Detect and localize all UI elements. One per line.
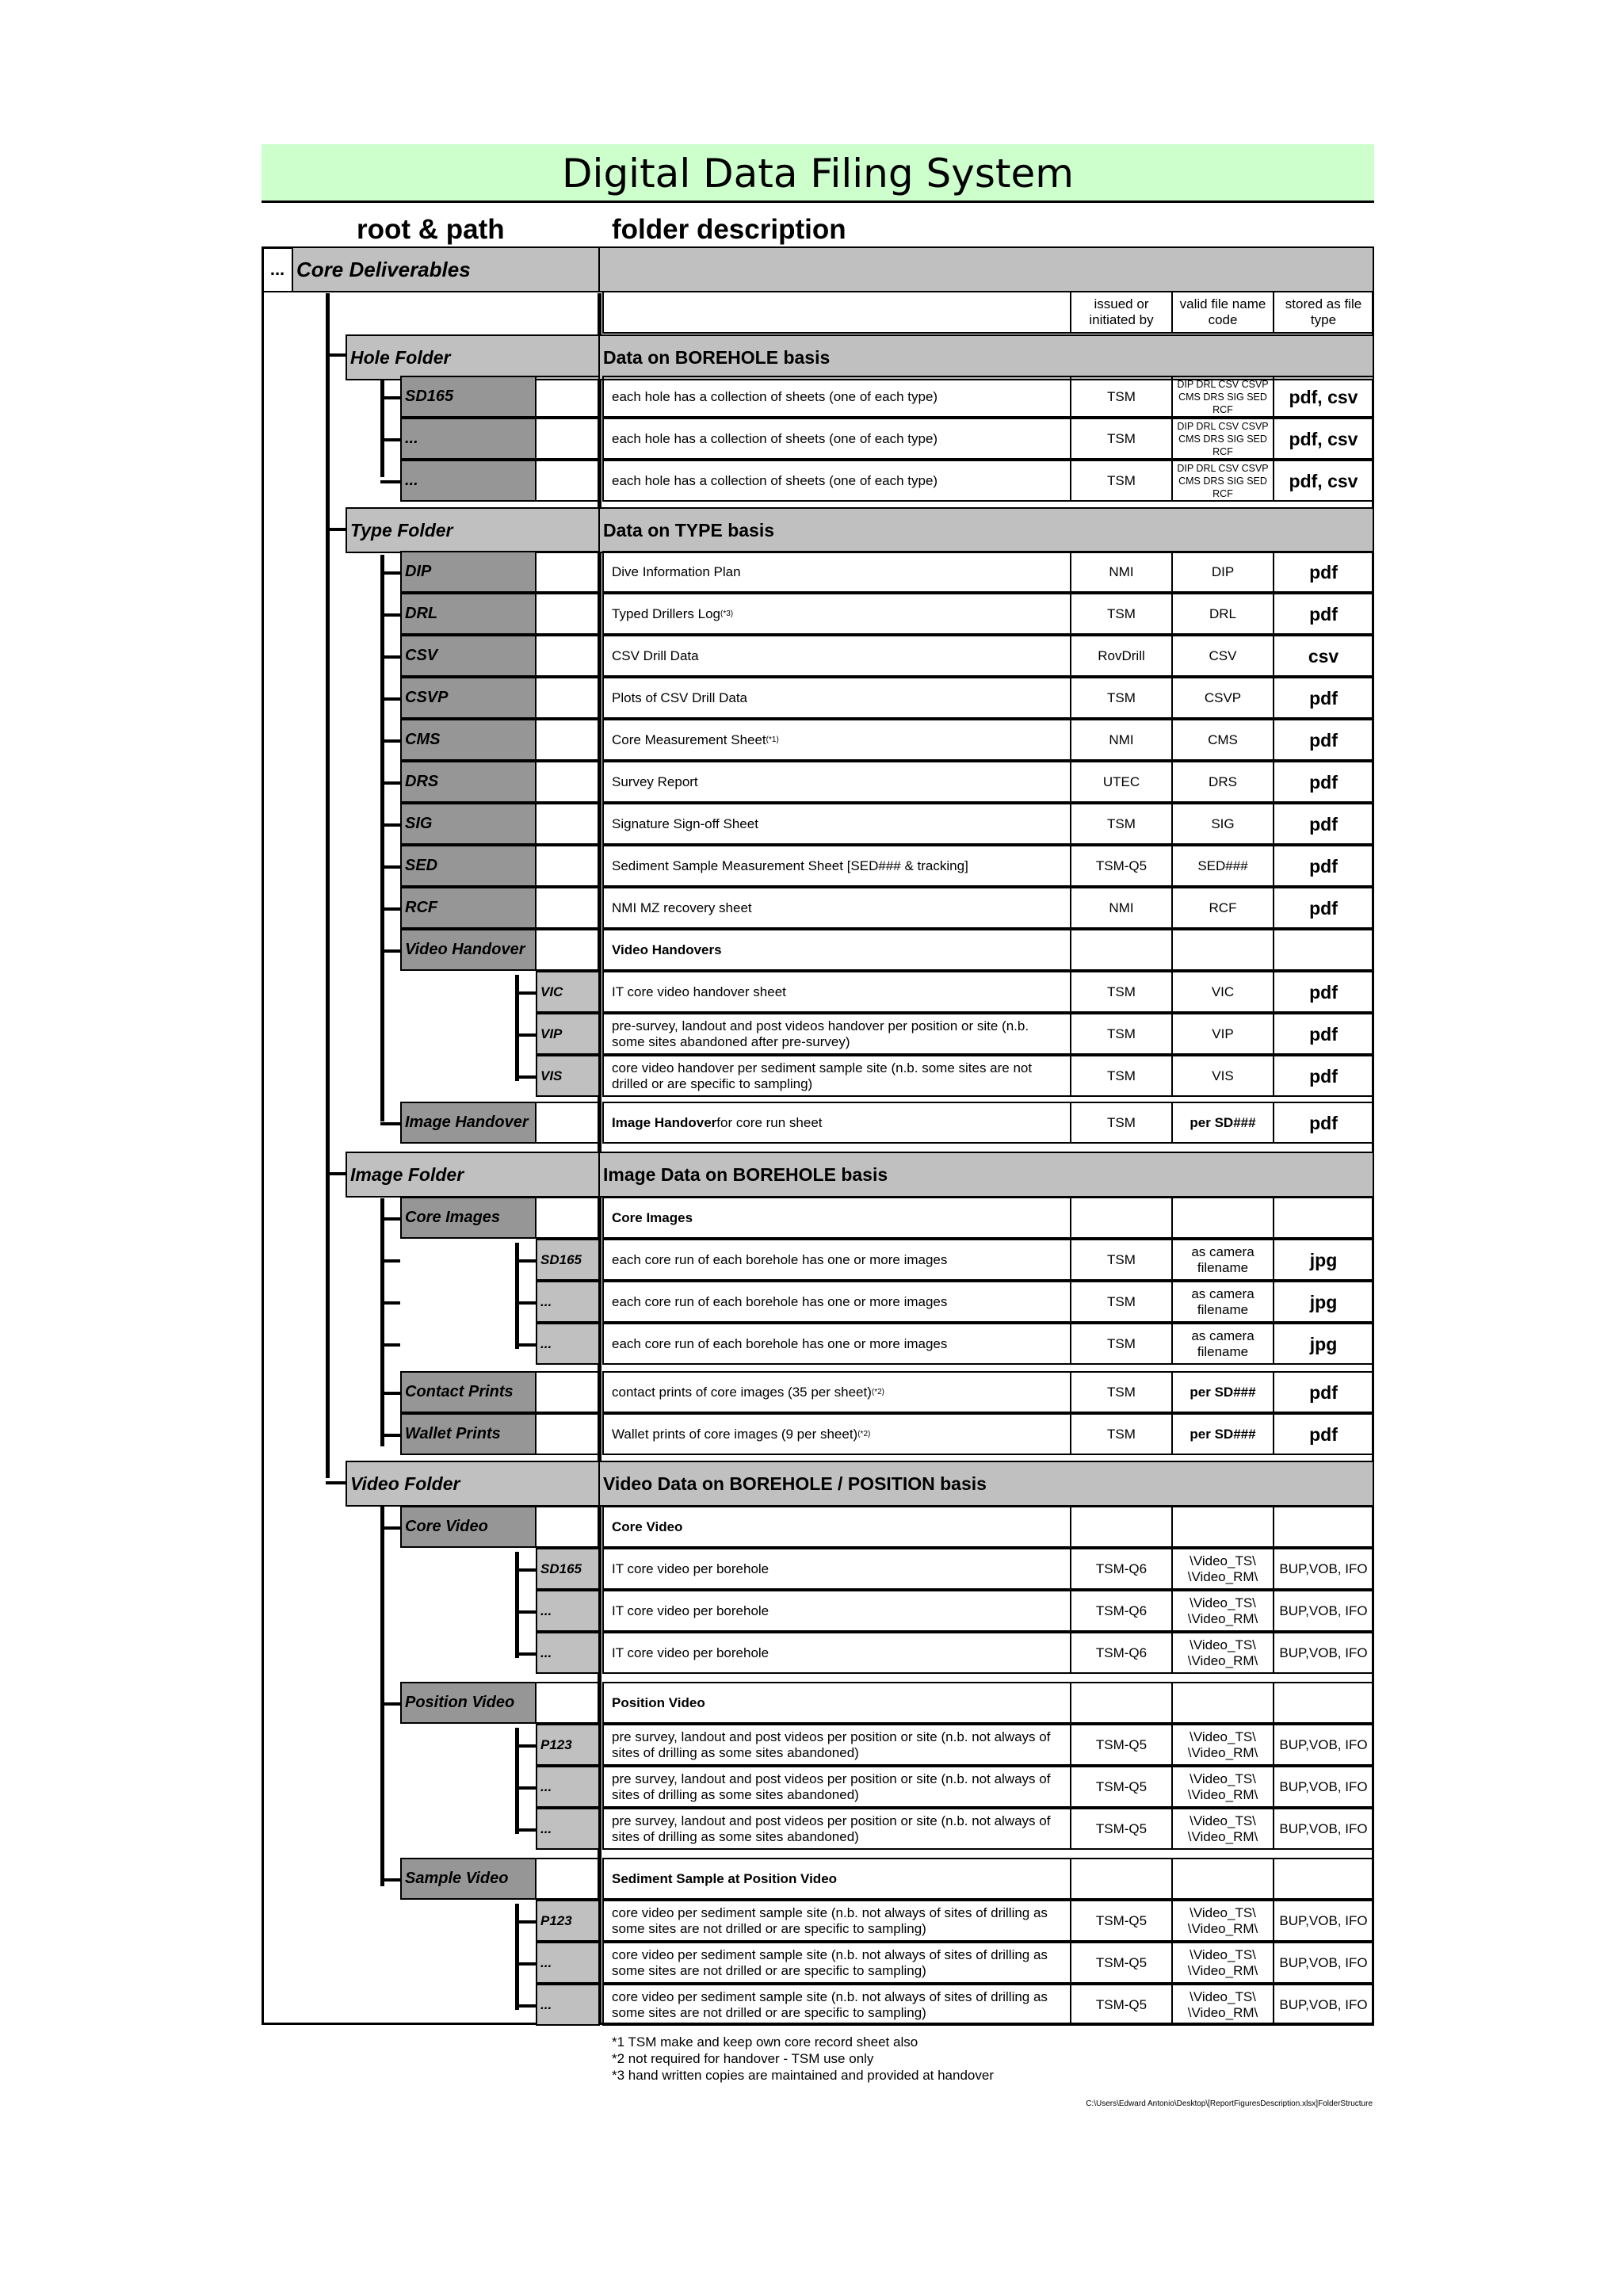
wallet-prints-code: per SD### <box>1171 1413 1274 1455</box>
tree-line-horizontal <box>380 1392 400 1395</box>
folder-description-header: folder description <box>612 214 846 245</box>
position-video-0[interactable]: P123 <box>536 1724 600 1766</box>
type-row-cms-type: pdf <box>1273 719 1374 761</box>
type-subfolder-sig-blank <box>535 803 600 845</box>
core-video-type-empty <box>1273 1506 1374 1548</box>
core-video-row-1-issued: TSM-Q6 <box>1070 1590 1173 1632</box>
sample-video-row-1-description: core video per sediment sample site (n.b. not always of sites of drilling as some sites are not drilled or are specific to sampling) <box>602 1942 1071 1984</box>
hole-description: Data on BOREHOLE basis <box>598 334 1374 380</box>
tree-line-vertical <box>380 555 384 1121</box>
core-images-row-2-issued: TSM <box>1070 1323 1173 1365</box>
type-subfolder-video-handover[interactable]: Video Handover <box>400 929 537 971</box>
core-video-row-0-type: BUP,VOB, IFO <box>1273 1548 1374 1590</box>
video-handover-vis-issued: TSM <box>1070 1055 1173 1097</box>
sample-video-row-0-code: \Video_TS\ \Video_RM\ <box>1171 1900 1274 1942</box>
type-subfolder-sig[interactable]: SIG <box>400 803 537 845</box>
page-title: Digital Data Filing System <box>562 151 1074 197</box>
source-file-path: C:\Users\Edward Antonio\Desktop\[ReportFiguresDescription.xlsx]FolderStructure <box>1086 2099 1373 2108</box>
tree-trunk <box>326 293 330 1478</box>
video-handover-vic-code: VIC <box>1171 971 1274 1013</box>
type-row-csv-type: csv <box>1273 635 1374 677</box>
type-row-csvp-code: CSVP <box>1171 677 1274 719</box>
tree-tick <box>380 1259 400 1263</box>
video-handover-vis-type: pdf <box>1273 1055 1374 1097</box>
type-row-dip-type: pdf <box>1273 551 1374 593</box>
root-path-header: root & path <box>357 214 505 245</box>
video-handover-vis-code: VIS <box>1171 1055 1274 1097</box>
type-row-drl-issued: TSM <box>1070 593 1173 635</box>
tree-line-horizontal <box>515 1301 536 1305</box>
wallet-prints-issued: TSM <box>1070 1413 1173 1455</box>
core-video-code-empty <box>1171 1506 1274 1548</box>
type-subfolder-sed[interactable]: SED <box>400 845 537 887</box>
position-video-row-0-issued: TSM-Q5 <box>1070 1724 1173 1766</box>
core-video-row-0-issued: TSM-Q6 <box>1070 1548 1173 1590</box>
tree-line-horizontal <box>515 1075 536 1079</box>
root-ellipsis: ... <box>262 246 293 292</box>
footnote-3: *3 hand written copies are maintained and provided at handover <box>612 2068 994 2083</box>
video-handover-code-empty <box>1171 929 1274 971</box>
type-row-drs-type: pdf <box>1273 761 1374 803</box>
type-subfolder-sed-blank <box>535 845 600 887</box>
tree-line-horizontal <box>380 949 400 953</box>
video-handover-vis[interactable]: VIS <box>536 1055 600 1097</box>
sample-video-1[interactable]: ... <box>536 1942 600 1984</box>
tree-line-vertical <box>380 1198 384 1446</box>
core-video-row-2-description: IT core video per borehole <box>602 1632 1071 1674</box>
position-video-type-empty <box>1273 1682 1374 1724</box>
column-header-stored-as: stored as file type <box>1273 291 1374 334</box>
sample-video-row-1-code: \Video_TS\ \Video_RM\ <box>1171 1942 1274 1984</box>
image-handover-code: per SD### <box>1171 1102 1274 1144</box>
tree-line-horizontal <box>380 1122 400 1125</box>
type-row-drs-code: DRS <box>1171 761 1274 803</box>
image-subfolder-core-images[interactable]: Core Images <box>400 1197 537 1239</box>
type-row-rcf-description: NMI MZ recovery sheet <box>602 887 1071 929</box>
core-video-0[interactable]: SD165 <box>536 1548 600 1590</box>
type-row-drs-description: Survey Report <box>602 761 1071 803</box>
position-video-issued-empty <box>1070 1682 1173 1724</box>
tree-line-horizontal <box>515 1828 536 1832</box>
tree-line-horizontal <box>380 781 400 785</box>
type-row-drl-code: DRL <box>1171 593 1274 635</box>
folder-image[interactable]: Image Folder <box>346 1152 600 1198</box>
type-subfolder-drl-blank <box>535 593 600 635</box>
type-row-drl-description: Typed Drillers Log (*3) <box>602 593 1071 635</box>
type-subfolder-csv[interactable]: CSV <box>400 635 537 677</box>
type-row-csv-issued: RovDrill <box>1070 635 1173 677</box>
type-subfolder-csvp[interactable]: CSVP <box>400 677 537 719</box>
image-subfolder-contact-prints-blank <box>535 1371 600 1413</box>
type-row-sig-code: SIG <box>1171 803 1274 845</box>
video-description: Video Data on BOREHOLE / POSITION basis <box>598 1461 1374 1507</box>
tree-line-horizontal <box>380 655 400 659</box>
type-row-drl-type: pdf <box>1273 593 1374 635</box>
core-images-row-1-code: as camera filename <box>1171 1281 1274 1323</box>
folder-hole[interactable]: Hole Folder <box>346 334 600 380</box>
tree-line-horizontal <box>515 1033 536 1037</box>
core-video-1[interactable]: ... <box>536 1590 600 1632</box>
sample-video-2[interactable]: ... <box>536 1984 600 2026</box>
tree-line-horizontal <box>380 1702 400 1706</box>
tree-line-horizontal <box>380 1434 400 1437</box>
video-handover-vip[interactable]: VIP <box>536 1013 600 1055</box>
hole-row-2-code: DIP DRL CSV CSVP CMS DRS SIG SED RCF <box>1171 460 1274 502</box>
video-handover-vip-type: pdf <box>1273 1013 1374 1055</box>
sample-video-row-2-issued: TSM-Q5 <box>1070 1984 1173 2026</box>
video-subfolder-sample-video[interactable]: Sample Video <box>400 1858 537 1900</box>
core-images-row-1-description: each core run of each borehole has one or more images <box>602 1281 1071 1323</box>
tree-line-horizontal <box>380 396 400 399</box>
type-row-sig-type: pdf <box>1273 803 1374 845</box>
contact-prints-description: contact prints of core images (35 per sheet) (*2) <box>602 1371 1071 1413</box>
position-video-row-1-type: BUP,VOB, IFO <box>1273 1766 1374 1808</box>
sample-video-row-0-description: core video per sediment sample site (n.b. not always of sites of drilling as some sites are not drilled or are specific to sampling) <box>602 1900 1071 1942</box>
image-subfolder-core-images-blank <box>535 1197 600 1239</box>
tree-line-vertical <box>380 380 384 477</box>
tree-line-horizontal <box>380 571 400 575</box>
core-images-row-1-type: jpg <box>1273 1281 1374 1323</box>
type-subfolder-dip[interactable]: DIP <box>400 551 537 593</box>
position-video-row-0-description: pre survey, landout and post videos per position or site (n.b. not always of sites of drilling as some sites abandoned) <box>602 1724 1071 1766</box>
video-handover-vic-issued: TSM <box>1070 971 1173 1013</box>
type-subfolder-video-handover-blank <box>535 929 600 971</box>
sample-video-row-1-type: BUP,VOB, IFO <box>1273 1942 1374 1984</box>
type-subfolder-csv-blank <box>535 635 600 677</box>
position-video-row-2-description: pre survey, landout and post videos per position or site (n.b. not always of sites of drilling as some sites abandoned) <box>602 1808 1071 1850</box>
video-subfolder-sample-video-blank <box>535 1858 600 1900</box>
core-video-2[interactable]: ... <box>536 1632 600 1674</box>
type-subfolder-rcf-blank <box>535 887 600 929</box>
video-handover-vic-description: IT core video handover sheet <box>602 971 1071 1013</box>
sample-video-row-0-type: BUP,VOB, IFO <box>1273 1900 1374 1942</box>
hole-row-1-description: each hole has a collection of sheets (one of each type) <box>602 418 1071 460</box>
type-row-sed-code: SED### <box>1171 845 1274 887</box>
position-video-row-1-code: \Video_TS\ \Video_RM\ <box>1171 1766 1274 1808</box>
tree-line-vertical <box>380 1506 384 1886</box>
video-handover-issued-empty <box>1070 929 1173 971</box>
hole-subfolder-0-blank <box>535 376 600 418</box>
type-row-csvp-type: pdf <box>1273 677 1374 719</box>
type-row-sig-description: Signature Sign-off Sheet <box>602 803 1071 845</box>
type-row-dip-code: DIP <box>1171 551 1274 593</box>
core-images-description: Core Images <box>602 1197 1071 1239</box>
image-handover-type: pdf <box>1273 1102 1374 1144</box>
core-images-0[interactable]: SD165 <box>536 1239 600 1281</box>
core-video-row-2-issued: TSM-Q6 <box>1070 1632 1173 1674</box>
wallet-prints-description: Wallet prints of core images (9 per sheet) (*2) <box>602 1413 1071 1455</box>
column-header-issued-by: issued or initiated by <box>1070 291 1173 334</box>
type-subfolder-csvp-blank <box>535 677 600 719</box>
core-video-row-1-description: IT core video per borehole <box>602 1590 1071 1632</box>
hole-row-0-description: each hole has a collection of sheets (one of each type) <box>602 376 1071 418</box>
core-video-row-0-description: IT core video per borehole <box>602 1548 1071 1590</box>
type-row-dip-issued: NMI <box>1070 551 1173 593</box>
sample-video-code-empty <box>1171 1858 1274 1900</box>
type-row-rcf-issued: NMI <box>1070 887 1173 929</box>
tree-line-horizontal <box>515 1962 536 1966</box>
footnote-1: *1 TSM make and keep own core record sheet also <box>612 2034 918 2050</box>
tree-line-horizontal <box>515 2004 536 2008</box>
type-subfolder-drl[interactable]: DRL <box>400 593 537 635</box>
core-video-issued-empty <box>1070 1506 1173 1548</box>
folder-video[interactable]: Video Folder <box>346 1461 600 1507</box>
core-video-description: Core Video <box>602 1506 1071 1548</box>
type-row-sed-issued: TSM-Q5 <box>1070 845 1173 887</box>
footnote-2: *2 not required for handover - TSM use only <box>612 2051 874 2066</box>
position-video-row-2-type: BUP,VOB, IFO <box>1273 1808 1374 1850</box>
video-handover-vip-description: pre-survey, landout and post videos handover per position or site (n.b. some sites abandoned after pre-survey) <box>602 1013 1071 1055</box>
type-row-sed-type: pdf <box>1273 845 1374 887</box>
type-subfolder-image-handover[interactable]: Image Handover <box>400 1102 537 1144</box>
tree-line-horizontal <box>326 528 346 531</box>
tree-line-horizontal <box>515 1744 536 1748</box>
type-row-rcf-code: RCF <box>1171 887 1274 929</box>
image-subfolder-wallet-prints[interactable]: Wallet Prints <box>400 1413 537 1455</box>
column-header-blank <box>602 291 1071 334</box>
video-handover-vis-description: core video handover per sediment sample site (n.b. some sites are not drilled or are specific to sampling) <box>602 1055 1071 1097</box>
hole-subfolder-0[interactable]: SD165 <box>400 376 537 418</box>
hole-row-1-issued: TSM <box>1070 418 1173 460</box>
hole-row-1-code: DIP DRL CSV CSVP CMS DRS SIG SED RCF <box>1171 418 1274 460</box>
tree-line-horizontal <box>326 353 346 357</box>
video-subfolder-position-video-blank <box>535 1682 600 1724</box>
tree-line-horizontal <box>515 1652 536 1656</box>
type-subfolder-drs[interactable]: DRS <box>400 761 537 803</box>
sample-video-row-1-issued: TSM-Q5 <box>1070 1942 1173 1984</box>
type-row-dip-description: Dive Information Plan <box>602 551 1071 593</box>
hole-row-0-issued: TSM <box>1070 376 1173 418</box>
image-subfolder-contact-prints[interactable]: Contact Prints <box>400 1371 537 1413</box>
tree-line-horizontal <box>515 1343 536 1347</box>
video-handover-vip-issued: TSM <box>1070 1013 1173 1055</box>
tree-line-horizontal <box>515 991 536 995</box>
sample-video-row-2-code: \Video_TS\ \Video_RM\ <box>1171 1984 1274 2026</box>
type-subfolder-drs-blank <box>535 761 600 803</box>
tree-line-horizontal <box>380 1526 400 1530</box>
position-video-row-2-issued: TSM-Q5 <box>1070 1808 1173 1850</box>
type-subfolder-dip-blank <box>535 551 600 593</box>
image-description: Image Data on BOREHOLE basis <box>598 1152 1374 1198</box>
folder-type[interactable]: Type Folder <box>346 507 600 553</box>
type-row-csvp-issued: TSM <box>1070 677 1173 719</box>
type-row-cms-description: Core Measurement Sheet (*1) <box>602 719 1071 761</box>
hole-row-2-description: each hole has a collection of sheets (one of each type) <box>602 460 1071 502</box>
contact-prints-issued: TSM <box>1070 1371 1173 1413</box>
type-row-cms-issued: NMI <box>1070 719 1173 761</box>
hole-row-2-issued: TSM <box>1070 460 1173 502</box>
core-video-row-0-code: \Video_TS\ \Video_RM\ <box>1171 1548 1274 1590</box>
core-images-row-0-type: jpg <box>1273 1239 1374 1281</box>
tree-line-horizontal <box>380 697 400 701</box>
type-description: Data on TYPE basis <box>598 507 1374 553</box>
core-video-row-2-type: BUP,VOB, IFO <box>1273 1632 1374 1674</box>
type-row-csv-code: CSV <box>1171 635 1274 677</box>
sample-video-type-empty <box>1273 1858 1374 1900</box>
type-subfolder-cms-blank <box>535 719 600 761</box>
position-video-row-1-issued: TSM-Q5 <box>1070 1766 1173 1808</box>
wallet-prints-type: pdf <box>1273 1413 1374 1455</box>
tree-line-horizontal <box>515 1259 536 1263</box>
type-row-csv-description: CSV Drill Data <box>602 635 1071 677</box>
type-row-cms-code: CMS <box>1171 719 1274 761</box>
tree-line-horizontal <box>380 613 400 617</box>
type-row-csvp-description: Plots of CSV Drill Data <box>602 677 1071 719</box>
type-subfolder-rcf[interactable]: RCF <box>400 887 537 929</box>
tree-line-horizontal <box>380 1878 400 1881</box>
type-row-drs-issued: UTEC <box>1070 761 1173 803</box>
core-images-row-2-type: jpg <box>1273 1323 1374 1365</box>
tree-line-horizontal <box>380 480 400 483</box>
type-subfolder-image-handover-blank <box>535 1102 600 1144</box>
position-video-row-0-code: \Video_TS\ \Video_RM\ <box>1171 1724 1274 1766</box>
tree-line-horizontal <box>380 907 400 911</box>
hole-row-0-code: DIP DRL CSV CSVP CMS DRS SIG SED RCF <box>1171 376 1274 418</box>
core-images-row-2-code: as camera filename <box>1171 1323 1274 1365</box>
type-row-sed-description: Sediment Sample Measurement Sheet [SED### & tracking] <box>602 845 1071 887</box>
contact-prints-code: per SD### <box>1171 1371 1274 1413</box>
core-video-row-1-type: BUP,VOB, IFO <box>1273 1590 1374 1632</box>
sample-video-row-0-issued: TSM-Q5 <box>1070 1900 1173 1942</box>
tree-line-horizontal <box>515 1920 536 1924</box>
tree-line-horizontal <box>326 1172 346 1175</box>
position-video-1[interactable]: ... <box>536 1766 600 1808</box>
tree-line-horizontal <box>515 1568 536 1572</box>
hole-row-1-type: pdf, csv <box>1273 418 1374 460</box>
hole-row-2-type: pdf, csv <box>1273 460 1374 502</box>
position-video-description: Position Video <box>602 1682 1071 1724</box>
position-video-2[interactable]: ... <box>536 1808 600 1850</box>
type-row-rcf-type: pdf <box>1273 887 1374 929</box>
tree-line-horizontal <box>326 1481 346 1484</box>
image-subfolder-wallet-prints-blank <box>535 1413 600 1455</box>
position-video-row-2-code: \Video_TS\ \Video_RM\ <box>1171 1808 1274 1850</box>
video-subfolder-core-video-blank <box>535 1506 600 1548</box>
core-video-row-2-code: \Video_TS\ \Video_RM\ <box>1171 1632 1274 1674</box>
sample-video-description: Sediment Sample at Position Video <box>602 1858 1071 1900</box>
root-description-band <box>598 246 1374 292</box>
video-subfolder-core-video[interactable]: Core Video <box>400 1506 537 1548</box>
sample-video-0[interactable]: P123 <box>536 1900 600 1942</box>
video-handover-description: Video Handovers <box>602 929 1071 971</box>
hole-subfolder-1-blank <box>535 418 600 460</box>
tree-line-horizontal <box>380 1217 400 1221</box>
core-images-issued-empty <box>1070 1197 1173 1239</box>
video-handover-vic-type: pdf <box>1273 971 1374 1013</box>
video-handover-vip-code: VIP <box>1171 1013 1274 1055</box>
position-video-code-empty <box>1171 1682 1274 1724</box>
hole-subfolder-2[interactable]: ... <box>400 460 537 502</box>
core-images-row-0-description: each core run of each borehole has one or more images <box>602 1239 1071 1281</box>
core-video-row-1-code: \Video_TS\ \Video_RM\ <box>1171 1590 1274 1632</box>
core-images-row-2-description: each core run of each borehole has one or more images <box>602 1323 1071 1365</box>
core-images-2[interactable]: ... <box>536 1323 600 1365</box>
type-row-sig-issued: TSM <box>1070 803 1173 845</box>
tree-line-horizontal <box>380 823 400 827</box>
tree-line-horizontal <box>380 438 400 441</box>
core-images-type-empty <box>1273 1197 1374 1239</box>
video-handover-vic[interactable]: VIC <box>536 971 600 1013</box>
hole-subfolder-2-blank <box>535 460 600 502</box>
hole-row-0-type: pdf, csv <box>1273 376 1374 418</box>
sample-video-row-2-description: core video per sediment sample site (n.b. not always of sites of drilling as some sites are not drilled or are specific to sampling) <box>602 1984 1071 2026</box>
type-subfolder-cms[interactable]: CMS <box>400 719 537 761</box>
core-images-code-empty <box>1171 1197 1274 1239</box>
tree-line-horizontal <box>380 865 400 869</box>
tree-line-horizontal <box>380 739 400 743</box>
image-handover-issued: TSM <box>1070 1102 1173 1144</box>
contact-prints-type: pdf <box>1273 1371 1374 1413</box>
video-handover-type-empty <box>1273 929 1374 971</box>
root-folder-core-deliverables[interactable]: Core Deliverables <box>292 246 600 292</box>
core-images-row-1-issued: TSM <box>1070 1281 1173 1323</box>
position-video-row-1-description: pre survey, landout and post videos per position or site (n.b. not always of sites of drilling as some sites abandoned) <box>602 1766 1071 1808</box>
hole-subfolder-1[interactable]: ... <box>400 418 537 460</box>
core-images-1[interactable]: ... <box>536 1281 600 1323</box>
sample-video-row-2-type: BUP,VOB, IFO <box>1273 1984 1374 2026</box>
column-header-valid-name: valid file name code <box>1171 291 1274 334</box>
video-subfolder-position-video[interactable]: Position Video <box>400 1682 537 1724</box>
image-handover-description: Image Handover for core run sheet <box>602 1102 1071 1144</box>
core-images-row-0-code: as camera filename <box>1171 1239 1274 1281</box>
sample-video-issued-empty <box>1070 1858 1173 1900</box>
tree-line-horizontal <box>515 1786 536 1790</box>
position-video-row-0-type: BUP,VOB, IFO <box>1273 1724 1374 1766</box>
core-images-row-0-issued: TSM <box>1070 1239 1173 1281</box>
tree-tick <box>380 1301 400 1305</box>
tree-tick <box>380 1343 400 1347</box>
tree-line-horizontal <box>515 1610 536 1614</box>
